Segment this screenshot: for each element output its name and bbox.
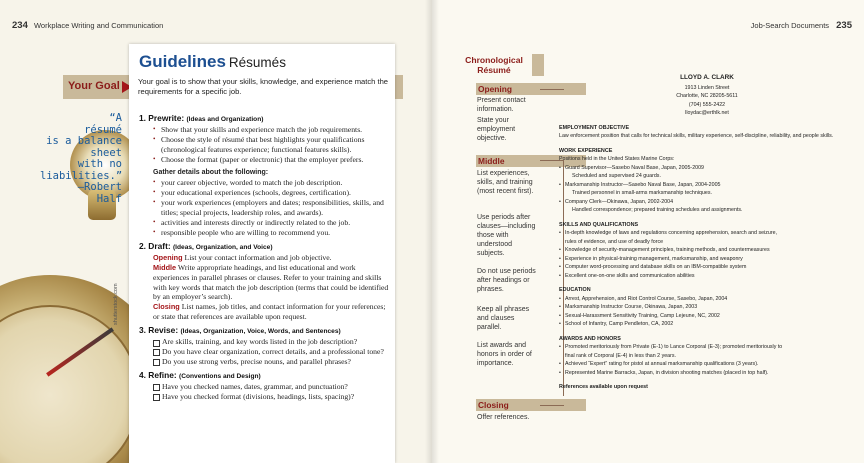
- resume-skill: • Excellent one-on-one skills and communication abilities: [559, 272, 855, 281]
- closing-text: List names, job titles, and contact information for your references; or state that references are available upon request.: [153, 302, 386, 322]
- resume-skill: • Computer word-processing and database skills on an IBM-compatible system: [559, 263, 855, 272]
- middle-note: List awards and honors in order of importance.: [477, 342, 532, 367]
- resume-work-intro: Positions held in the United States Marine Corps:: [559, 156, 675, 162]
- middle-note: List experiences, skills, and training (most recent first).: [477, 170, 534, 195]
- resume-section-heading: AWARDS AND HONORS: [559, 335, 621, 342]
- list-item: • Choose the format (paper or electronic) that the employer prefers.: [153, 155, 389, 165]
- resume-award: final rank of Corporal (E-4) in less than 2 years.: [565, 352, 676, 359]
- goal-text: Your goal is to show that your skills, knowledge, and experience match the requirements for a specific job.: [138, 77, 389, 96]
- step-title: 3. Revise:: [139, 325, 179, 336]
- quote-line: is a balance: [46, 135, 122, 147]
- heading-bar: [532, 54, 544, 76]
- step-tag: (Ideas, Organization, and Voice): [172, 243, 273, 251]
- resume-section-heading: EDUCATION: [559, 287, 591, 293]
- resume-work-title: • Company Clerk—Okinawa, Japan, 2002-2004: [559, 198, 855, 207]
- goal-label: Your Goal: [68, 80, 120, 92]
- draft-opening: [153, 253, 389, 263]
- resume-email: lloydac@erthlk.net: [685, 110, 729, 116]
- heading-line: Chronological: [465, 55, 523, 65]
- resume-skill: • Experience in physical-training management, marksmanship, and weaponry: [559, 255, 855, 264]
- step-revise: [139, 326, 389, 367]
- sample-resume: [559, 74, 855, 463]
- checklist-item: Have you checked names, dates, grammar, and punctuation?: [153, 382, 389, 392]
- right-page-number: 235: [836, 20, 852, 31]
- book-gutter: [425, 0, 439, 463]
- list-item: • Choose the style of résumé that best highlights your qualifications (chronological features experience; functional features skills).: [153, 135, 389, 155]
- step-title: 2. Draft:: [139, 240, 171, 251]
- resume-work-desc: Trained personnel in small-arms marksmanship techniques.: [572, 190, 712, 196]
- quote-line: Half: [96, 192, 122, 205]
- right-page: [432, 0, 864, 463]
- opening-note: Present contact information.: [477, 97, 526, 113]
- list-item: • your career objective, worded to match the job description.: [153, 178, 389, 188]
- resume-skill: rules of evidence, and use of deadly force: [565, 238, 664, 245]
- resume-work-desc: Scheduled and supervised 24 guards.: [572, 173, 661, 179]
- step-tag: (Ideas, Organization, Voice, Words, and Sentences): [180, 328, 341, 336]
- middle-text: Write appropriate headings, and list educational and work experiences in parallel phrases or clauses. Refer to your training and skills with key words that match the job description (terms that could be identified by an employer’s search).: [153, 262, 389, 302]
- opening-section-label: Opening: [476, 83, 586, 95]
- middle-section-label: Middle: [476, 155, 586, 167]
- right-running-title: Job-Search Documents: [750, 21, 830, 30]
- step-tag: (Conventions and Design): [179, 372, 261, 380]
- draft-closing: [153, 302, 389, 322]
- left-running-title: Workplace Writing and Communication: [33, 21, 164, 30]
- step-draft: [139, 242, 389, 322]
- resume-education: • Marksmanship Instructor Course, Okinawa, Japan, 2003: [559, 303, 855, 312]
- resume-award: • Promoted meritoriously from Private (E-1) to Lance Corporal (E-3); promoted meritoriously to: [559, 343, 855, 352]
- quote: [40, 113, 122, 205]
- draft-middle: [153, 263, 389, 303]
- heading-line: Résumé: [477, 65, 511, 75]
- resume-type-heading: [456, 55, 532, 75]
- resume-education: • Sexual-Harassment Sensitivity Training, Camp Lejeune, NC, 2002: [559, 312, 855, 321]
- closing-keyword: Closing: [153, 302, 180, 312]
- resume-work-desc: Handled correspondence; prepared training schedules and assignments.: [572, 207, 743, 213]
- step-refine: [139, 371, 389, 402]
- quote-line: sheet: [90, 146, 122, 159]
- left-running-head: [12, 20, 163, 31]
- quote-line: —Robert: [77, 181, 122, 193]
- resume-phone: (704) 555-2422: [688, 101, 726, 108]
- resume-section-heading: SKILLS AND QUALIFICATIONS: [559, 221, 639, 228]
- middle-note: Do not use periods after headings or phrases.: [477, 268, 536, 293]
- resume-section-heading: EMPLOYMENT OBJECTIVE: [559, 124, 630, 131]
- middle-note: Use periods after clauses—including those with understood subjects.: [477, 214, 536, 257]
- checklist-item: Are skills, training, and key words listed in the job description?: [153, 337, 389, 347]
- resume-award: • Represented Marine Barracks, Japan, in division shooting matches (placed in top half).: [559, 369, 855, 378]
- checklist-item: Do you have clear organization, correct details, and a professional tone?: [153, 347, 389, 357]
- step-prewrite: [139, 114, 389, 238]
- step-title: 4. Refine:: [139, 369, 177, 380]
- resume-name: LLOYD A. CLARK: [680, 74, 734, 81]
- checklist-item: Have you checked format (divisions, headings, lists, spacing)?: [153, 392, 389, 402]
- resume-education: • School of Infantry, Camp Pendleton, CA, 2002: [559, 320, 855, 329]
- opening-note: State your employment objective.: [477, 117, 516, 142]
- quote-line: “A: [109, 112, 122, 124]
- list-item: • your work experiences (employers and dates; responsibilities, skills, and titles; special projects, leadership roles, and awards).: [153, 198, 389, 218]
- opening-keyword: Opening: [153, 252, 183, 262]
- list-item: • Show that your skills and experience match the job requirements.: [153, 125, 389, 135]
- resume-work-title: • Marksmanship Instructor—Sasebo Naval Base, Japan, 2004-2005: [559, 181, 855, 190]
- step-tag: (Ideas and Organization): [186, 116, 264, 123]
- quote-line: with no: [77, 158, 122, 170]
- resume-section-heading: WORK EXPERIENCE: [559, 147, 613, 154]
- guidelines-subtitle: Résumés: [228, 55, 286, 70]
- guidelines-heading: Guidelines: [139, 52, 226, 71]
- left-page-number: 234: [12, 20, 28, 31]
- photo-credit: shutterstock.com: [113, 283, 119, 325]
- resume-address: 1913 Linden Street: [684, 84, 730, 91]
- checklist-item: Do you use strong verbs, precise nouns, and parallel phrases?: [153, 357, 389, 367]
- closing-note: Offer references.: [477, 414, 530, 421]
- resume-education: • Arrest, Apprehension, and Riot Control Course, Sasebo, Japan, 2004: [559, 295, 855, 304]
- list-item: • responsible people who are willing to recommend you.: [153, 228, 389, 238]
- resume-skill: • In-depth knowledge of laws and regulations concerning apprehension, search and seizure,: [559, 229, 855, 238]
- resume-work-title: • Guard Supervisor—Sasebo Naval Base, Japan, 2005-2009: [559, 164, 855, 173]
- right-running-head: [751, 20, 852, 31]
- guidelines-title: [139, 52, 286, 72]
- quote-line: liabilities.”: [40, 169, 123, 182]
- closing-section-label: Closing: [476, 399, 586, 411]
- quote-line: résumé: [84, 123, 122, 136]
- middle-keyword: Middle: [153, 262, 177, 272]
- resume-award: • Achieved “Expert” rating for pistol at annual marksmanship qualifications (3 years).: [559, 360, 855, 369]
- resume-city: Charlotte, NC 28205-5611: [676, 93, 738, 99]
- guidelines-content: [139, 110, 389, 401]
- resume-skill: • Knowledge of security-management principles, training methods, and countermeasures: [559, 246, 855, 255]
- middle-note: Keep all phrases and clauses parallel.: [477, 306, 530, 331]
- step-title: 1. Prewrite:: [139, 113, 185, 123]
- guidelines-card: [129, 44, 395, 463]
- resume-references: References available upon request: [559, 384, 648, 390]
- resume-objective: Law enforcement position that calls for technical skills, military experience, self-discipline, reliability, and people skills.: [559, 133, 834, 139]
- list-item: • your educational experiences (schools, degrees, certification).: [153, 188, 389, 198]
- opening-text: List your contact information and job objective.: [184, 252, 332, 262]
- list-item: • activities and interests directly or indirectly related to the job.: [153, 218, 389, 228]
- gather-label: Gather details about the following:: [153, 168, 269, 176]
